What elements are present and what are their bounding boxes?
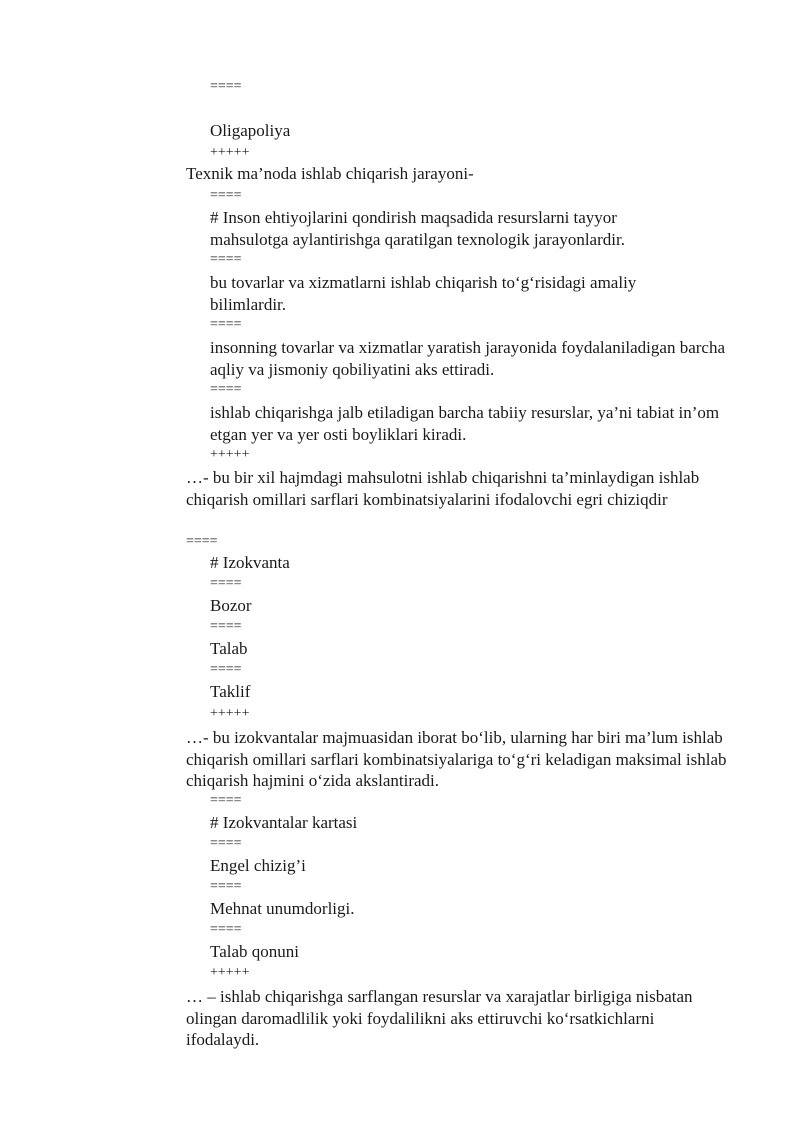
- separator: +++++: [210, 145, 250, 160]
- separator: ====: [210, 619, 242, 634]
- question-text: … – ishlab chiqarishga sarflangan resurslar va xarajatlar birligiga nisbatan olingan daromadlilik yoki foydalilikni aks ettiruvchi ko‘rsatkichlarni ifodalaydi.: [186, 987, 693, 1049]
- separator: ====: [210, 188, 242, 203]
- answer-option: Taklif: [210, 682, 251, 701]
- question-text: …- bu bir xil hajmdagi mahsulotni ishlab chiqarishni ta’minlaydigan ishlab chiqarish omillari sarflari kombinatsiyalarini ifodalovchi egri chiziqdir: [186, 468, 700, 509]
- separator: ====: [210, 922, 242, 937]
- answer-option: Oligapoliya: [210, 121, 291, 140]
- separator: ====: [210, 576, 242, 591]
- separator: +++++: [210, 447, 250, 462]
- answer-option: ishlab chiqarishga jalb etiladigan barcha tabiiy resurslar, ya’ni tabiat in’om etgan yer va yer osti boyliklari kiradi.: [210, 403, 720, 444]
- answer-option: # Izokvantalar kartasi: [210, 813, 358, 832]
- separator: ====: [210, 836, 242, 851]
- answer-option: Talab: [210, 639, 248, 658]
- answer-option: Engel chizig’i: [210, 856, 306, 875]
- answer-option: # Izokvanta: [210, 553, 290, 572]
- answer-option: Talab qonuni: [210, 942, 299, 961]
- separator: ====: [210, 79, 242, 94]
- separator: +++++: [210, 706, 250, 721]
- separator: ====: [210, 317, 242, 332]
- answer-option: # Inson ehtiyojlarini qondirish maqsadida resurslarni tayyor mahsulotga aylantirishga qaratilgan texnologik jarayonlardir.: [210, 208, 625, 249]
- separator: ====: [210, 879, 242, 894]
- answer-option: insonning tovarlar va xizmatlar yaratish jarayonida foydalaniladigan barcha aqliy va jismoniy qobiliyatini aks ettiradi.: [210, 338, 725, 379]
- separator: ====: [210, 662, 242, 677]
- separator: ====: [186, 534, 218, 549]
- separator: ====: [210, 793, 242, 808]
- question-text: Texnik ma’noda ishlab chiqarish jarayoni-: [186, 164, 474, 183]
- answer-option: Mehnat unumdorligi.: [210, 899, 355, 918]
- separator: ====: [210, 382, 242, 397]
- answer-option: bu tovarlar va xizmatlarni ishlab chiqarish to‘g‘risidagi amaliy bilimlardir.: [210, 273, 637, 314]
- separator: +++++: [210, 965, 250, 980]
- answer-option: Bozor: [210, 596, 252, 615]
- separator: ====: [210, 252, 242, 267]
- question-text: …- bu izokvantalar majmuasidan iborat bo‘lib, ularning har biri ma’lum ishlab chiqarish omillari sarflari kombinatsiyalariga to‘g‘ri keladigan maksimal ishlab chiqarish hajmini o‘zida akslantiradi.: [186, 728, 727, 790]
